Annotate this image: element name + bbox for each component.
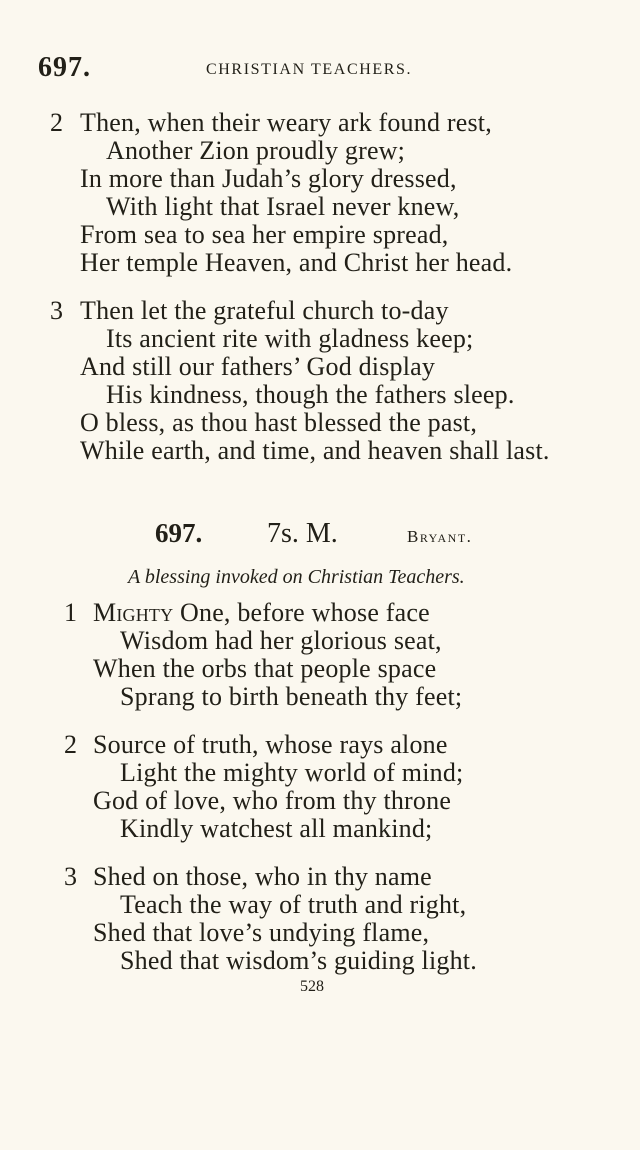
verse-line: In more than Judah’s glory dressed, — [80, 164, 457, 193]
verse-line: With light that Israel never knew, — [106, 192, 460, 221]
verse-line: God of love, who from thy throne — [93, 786, 452, 815]
verse-line: When the orbs that people space — [93, 654, 437, 683]
hymn-meter: 7s. M. — [267, 518, 338, 549]
verse-number: 3 — [64, 862, 77, 891]
verse-line: Kindly watchest all mankind; — [120, 814, 433, 843]
verse-line: Sprang to birth beneath thy feet; — [120, 682, 463, 711]
verse-number: 2 — [50, 108, 63, 137]
hymn-author: Bryant. — [407, 527, 473, 546]
verse-line: Shed that wisdom’s guiding light. — [120, 946, 477, 975]
verse-line: Then let the grateful church to-day — [80, 296, 449, 325]
verse-first-line-rest: One, before whose face — [173, 598, 430, 627]
hymn-number: 697. — [155, 518, 203, 548]
verse-number: 2 — [64, 730, 77, 759]
verse-line: O bless, as thou hast blessed the past, — [80, 408, 478, 437]
verse-line: Shed that love’s undying flame, — [93, 918, 430, 947]
verse-line: While earth, and time, and heaven shall last. — [80, 436, 550, 465]
running-head-hymn-number: 697. — [38, 52, 91, 83]
verse-line: And still our fathers’ God display — [80, 352, 436, 381]
verse-first-word: Mighty — [93, 598, 174, 627]
verse-number: 1 — [64, 598, 77, 627]
hymn-header — [155, 518, 555, 554]
running-head-title: CHRISTIAN TEACHERS. — [206, 61, 413, 78]
verse-line: Shed on those, who in thy name — [93, 862, 432, 891]
hymn-subtitle: A blessing invoked on Christian Teachers. — [128, 566, 465, 588]
verse-line: Her temple Heaven, and Christ her head. — [80, 248, 513, 277]
verse-line: Teach the way of truth and right, — [120, 890, 467, 919]
verse-line: Then, when their weary ark found rest, — [80, 108, 492, 137]
verse-line: Its ancient rite with gladness keep; — [106, 324, 474, 353]
verse-first-line — [93, 598, 430, 628]
verse-line: Wisdom had her glorious seat, — [120, 626, 442, 655]
verse-line: Light the mighty world of mind; — [120, 758, 464, 787]
verse-line: Source of truth, whose rays alone — [93, 730, 448, 759]
verse-number: 3 — [50, 296, 63, 325]
verse-line: From sea to sea her empire spread, — [80, 220, 449, 249]
running-head — [38, 52, 598, 86]
page-number: 528 — [300, 978, 324, 995]
verse-line: Another Zion proudly grew; — [106, 136, 406, 165]
verse-line: His kindness, though the fathers sleep. — [106, 380, 515, 409]
